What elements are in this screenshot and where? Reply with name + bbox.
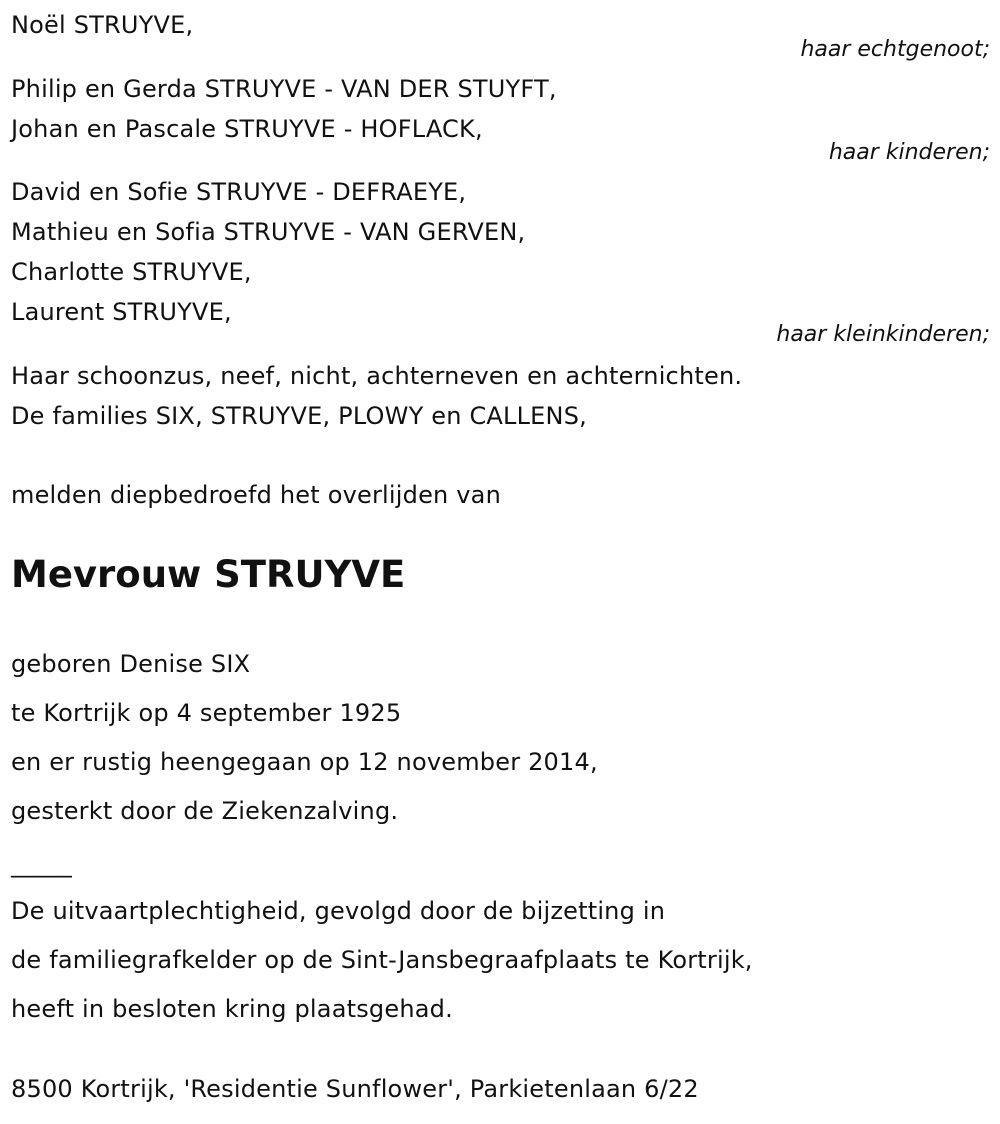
separator: _____	[11, 850, 72, 878]
deceased-name: Mevrouw STRUYVE	[11, 553, 406, 596]
grandchild-name: Mathieu en Sofia STRUYVE - VAN GERVEN,	[11, 218, 526, 246]
funeral-line: de familiegrafkelder op de Sint-Jansbegraafplaats te Kortrijk,	[11, 946, 753, 974]
grandchild-name: David en Sofie STRUYVE - DEFRAEYE,	[11, 178, 467, 206]
detail-line: te Kortrijk op 4 september 1925	[11, 699, 402, 727]
relatives-line: De families SIX, STRUYVE, PLOWY en CALLENS,	[11, 402, 587, 430]
child-name: Johan en Pascale STRUYVE - HOFLACK,	[11, 115, 483, 143]
detail-line: en er rustig heengegaan op 12 november 2014,	[11, 748, 598, 776]
funeral-line: heeft in besloten kring plaatsgehad.	[11, 995, 453, 1023]
spouse-role: haar echtgenoot;	[800, 37, 990, 62]
grandchild-name: Charlotte STRUYVE,	[11, 258, 252, 286]
detail-line: gesterkt door de Ziekenzalving.	[11, 797, 399, 825]
spouse-name: Noël STRUYVE,	[11, 11, 194, 39]
grandchildren-role: haar kleinkinderen;	[776, 322, 990, 347]
relatives-line: Haar schoonzus, neef, nicht, achterneven en achternichten.	[11, 362, 743, 390]
children-role: haar kinderen;	[828, 140, 990, 165]
address-line: 8500 Kortrijk, 'Residentie Sunflower', Parkietenlaan 6/22	[11, 1075, 699, 1103]
child-name: Philip en Gerda STRUYVE - VAN DER STUYFT,	[11, 75, 557, 103]
grandchild-name: Laurent STRUYVE,	[11, 298, 232, 326]
funeral-line: De uitvaartplechtigheid, gevolgd door de bijzetting in	[11, 897, 666, 925]
detail-line: geboren Denise SIX	[11, 650, 251, 678]
announcement-text: melden diepbedroefd het overlijden van	[11, 481, 501, 509]
